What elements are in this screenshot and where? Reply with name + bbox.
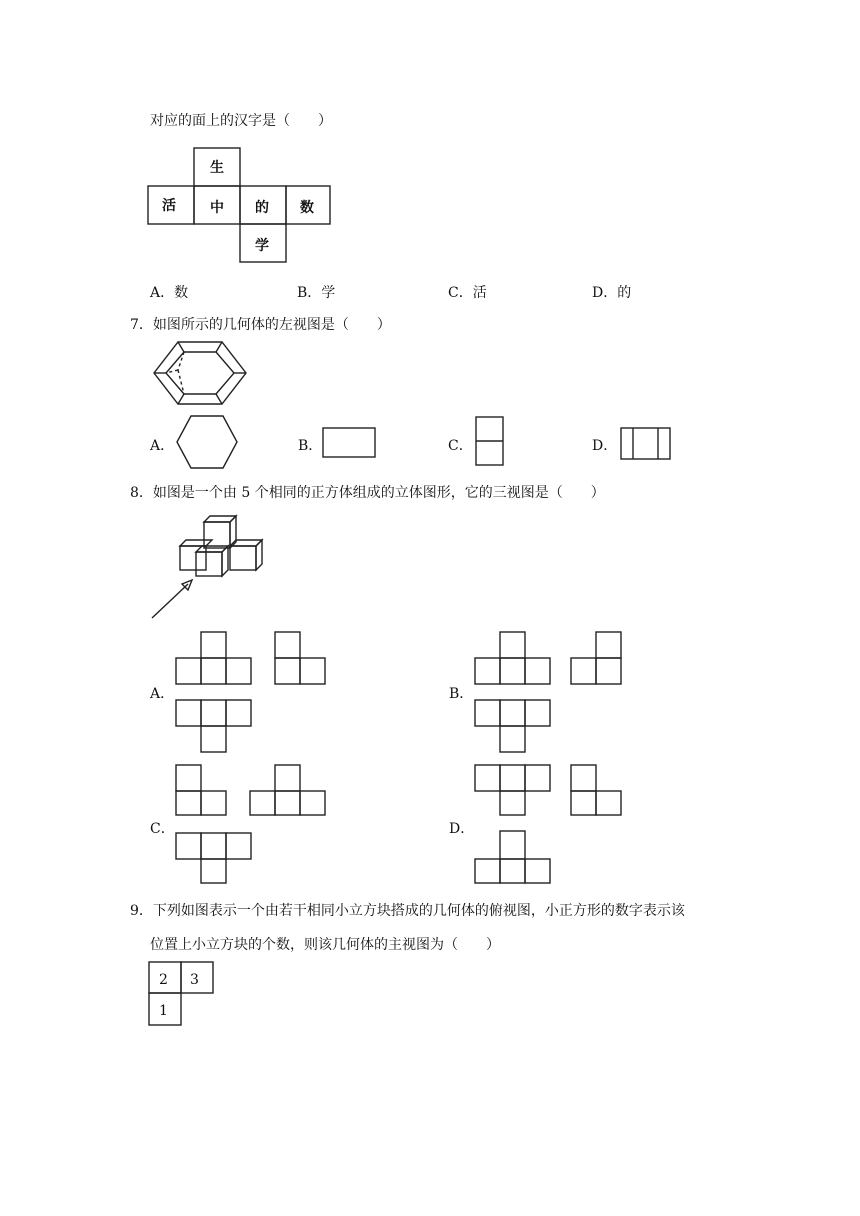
q9-top-view-grid (148, 961, 218, 1031)
q7-option-d-figure[interactable] (620, 427, 672, 461)
q8-option-a-letter[interactable]: A． (150, 686, 175, 702)
q6-option-d[interactable]: D．的 (592, 285, 632, 301)
q8-option-d-views[interactable] (474, 763, 634, 888)
q7-option-a-hexagon[interactable] (176, 415, 238, 469)
net-char-left: 活 (162, 198, 176, 214)
q7-option-c-figure[interactable] (475, 416, 505, 466)
q8-option-b-views[interactable] (474, 630, 634, 755)
q7-option-d-letter[interactable]: D． (592, 438, 618, 454)
grid-cell-1: 1 (159, 1003, 168, 1019)
q7-solid-figure (150, 340, 250, 410)
q8-option-c-letter[interactable]: C． (150, 821, 175, 837)
q7-option-b-letter[interactable]: B． (298, 438, 323, 454)
q6-option-a[interactable]: A．数 (150, 285, 189, 301)
q9-stem-line2: 位置上小立方块的个数，则该几何体的主视图为（ ） (150, 937, 500, 953)
q8-option-b-letter[interactable]: B． (449, 686, 474, 702)
q8-stem: 8．如图是一个由 5 个相同的正方体组成的立体图形，它的三视图是（ ） (130, 485, 605, 501)
q8-option-d-letter[interactable]: D． (449, 821, 475, 837)
net-char-bottom: 学 (255, 238, 269, 254)
q8-cube-stack-figure (148, 512, 273, 624)
q7-stem: 7．如图所示的几何体的左视图是（ ） (130, 317, 391, 333)
q7-option-b-rectangle[interactable] (322, 427, 376, 459)
grid-cell-3: 3 (190, 972, 199, 988)
q9-stem-line1: 9．下列如图表示一个由若干相同小立方块搭成的几何体的俯视图，小正方形的数字表示该 (130, 903, 685, 919)
net-char-center: 中 (210, 200, 224, 216)
q8-option-a-views[interactable] (175, 630, 335, 755)
q6-option-c[interactable]: C．活 (448, 285, 487, 301)
net-char-top: 生 (210, 160, 224, 176)
q6-option-b[interactable]: B．学 (297, 285, 336, 301)
q6-stem-tail: 对应的面上的汉字是（ ） (150, 113, 332, 129)
q6-cube-net-figure (148, 148, 338, 273)
net-char-right2: 数 (300, 200, 314, 216)
grid-cell-2: 2 (159, 972, 168, 988)
q7-option-a-letter[interactable]: A． (150, 438, 175, 454)
net-char-right1: 的 (255, 200, 269, 216)
q7-option-c-letter[interactable]: C． (448, 438, 473, 454)
q8-option-c-views[interactable] (175, 763, 335, 888)
